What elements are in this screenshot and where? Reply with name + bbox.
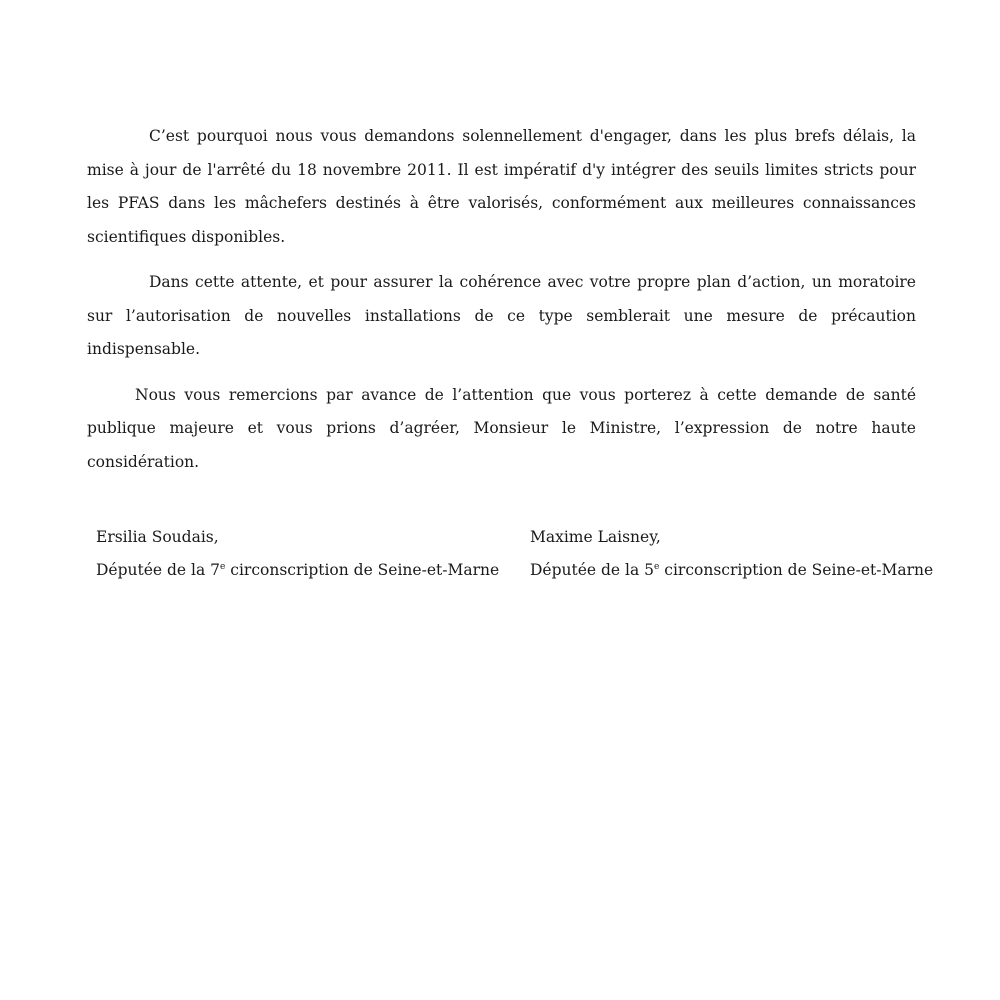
signatory-title (96, 554, 499, 587)
signatory-title-suffix: circonscription de Seine-et-Marne (659, 561, 934, 579)
signatory-title (530, 554, 933, 587)
signature-block-laisney (530, 521, 933, 587)
signature-block-soudais (96, 521, 499, 587)
ordinal-suffix: e (220, 562, 226, 572)
letter-body (87, 120, 916, 491)
signatory-name: Maxime Laisney, (530, 528, 661, 546)
signatory-title-suffix: circonscription de Seine-et-Marne (225, 561, 500, 579)
signatory-name: Ersilia Soudais, (96, 528, 219, 546)
ordinal-suffix: e (654, 562, 660, 572)
paragraph-closing: Nous vous remercions par avance de l’attention que vous porterez à cette demande de santé publique majeure et vous prions d’agréer, Monsieur le Ministre, l’expression de notre haute considération. (87, 385, 916, 471)
signatory-title-prefix: Députée de la 7 (96, 561, 221, 579)
paragraph-request: C’est pourquoi nous vous demandons solennellement d'engager, dans les plus brefs délais, la mise à jour de l'arrêté du 18 novembre 2011. Il est impératif d'y intégrer des seuils limites stricts pour les PFAS dans les mâchefers destinés à être valorisés, conformément aux meilleures connaissances scientifiques disponibles. (87, 127, 916, 246)
paragraph-moratorium: Dans cette attente, et pour assurer la cohérence avec votre propre plan d’action, un moratoire sur l’autorisation de nouvelles installations de ce type semblerait une mesure de précaution indispensable. (87, 273, 916, 358)
signatory-title-prefix: Députée de la 5 (530, 561, 655, 579)
